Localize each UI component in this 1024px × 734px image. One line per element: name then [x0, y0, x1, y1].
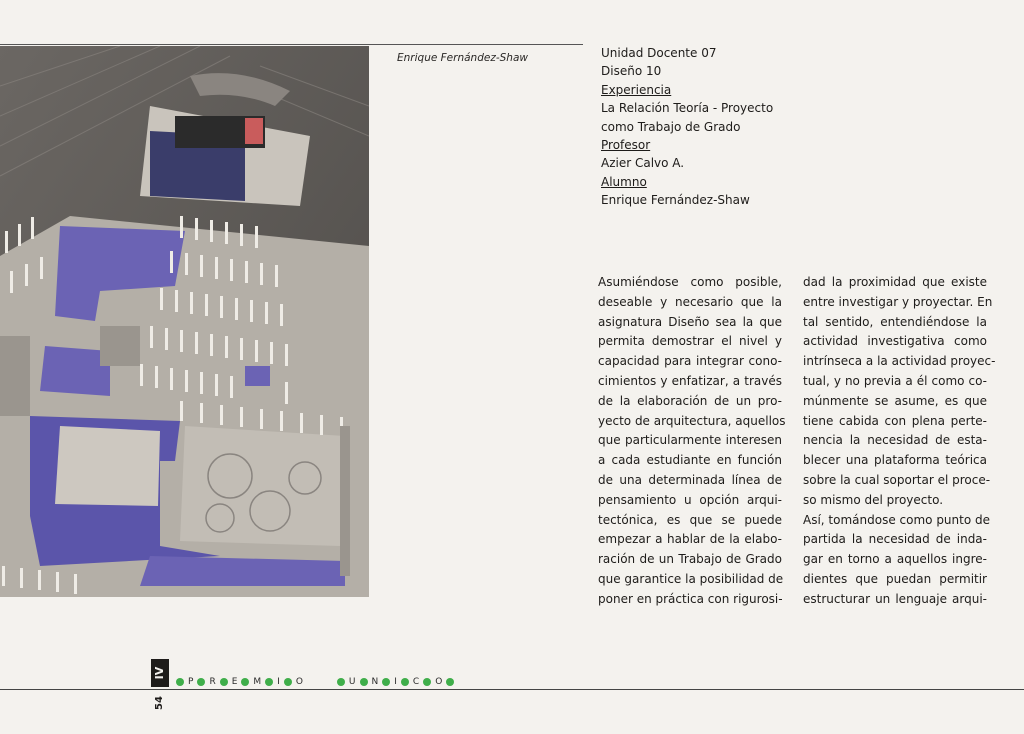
banner-letter: N [371, 677, 379, 687]
green-dot-icon [423, 678, 431, 686]
text-line: Asumiéndose como posible, [598, 275, 782, 289]
credit-heading: Experiencia [601, 82, 672, 97]
text-line: nencia la necesidad de esta- [803, 433, 987, 448]
architecture-model-photo-icon [0, 46, 369, 597]
text-line: de una determinada línea de [598, 472, 782, 487]
top-rule [0, 44, 583, 45]
text-line: pensamiento u opción arqui- [598, 492, 782, 507]
text-line: tiene cabida con plena perte- [803, 413, 987, 428]
green-dot-icon [284, 678, 292, 686]
seal-text: IV [153, 666, 166, 680]
body-column-2 [803, 273, 996, 610]
banner-letter: I [277, 677, 280, 687]
credit-line: Unidad Docente 07 [601, 46, 717, 60]
text-line: tectónica, es que se puede [598, 512, 782, 527]
text-line: partida la necesidad de inda- [803, 532, 987, 547]
green-dot-icon [176, 678, 184, 686]
text-line: blecer una plataforma teórica [803, 453, 987, 468]
banner-letter: P [188, 677, 194, 687]
banner-letter: M [253, 677, 262, 687]
text-line: ración de un Trabajo de Grado [598, 552, 782, 567]
green-dot-icon [401, 678, 409, 686]
architecture-model-photo [0, 46, 369, 597]
text-line: sobre la cual soportar el proce- [803, 472, 991, 487]
text-line: intrínseca a la actividad proyec- [803, 354, 996, 369]
credit-heading: Profesor [601, 138, 651, 153]
bottom-rule [0, 689, 1024, 690]
banner-letter: E [231, 677, 238, 687]
green-dot-icon [382, 678, 390, 686]
text-line: cimientos y enfatizar, a través [598, 373, 782, 388]
text-line: que garantice la posibilidad de [598, 571, 784, 586]
body-column-1 [598, 273, 786, 610]
credit-heading: Alumno [601, 174, 647, 189]
text-line: asignatura Diseño sea la que [598, 314, 782, 329]
text-line: entre investigar y proyectar. En [803, 294, 993, 309]
banner-letter: U [348, 677, 356, 687]
banner-letter: O [435, 677, 443, 687]
roman-numeral-seal-icon [151, 659, 169, 687]
green-dot-icon [446, 678, 454, 686]
text-line: a cada estudiante en función [598, 453, 782, 468]
credit-line: Diseño 10 [601, 64, 662, 79]
text-line: tual, y no previa a él como co- [803, 373, 987, 388]
text-line: estructurar un lenguaje arqui- [803, 591, 987, 606]
green-dot-icon [337, 678, 345, 686]
text-line: tal sentido, entendiéndose la [803, 314, 987, 329]
award-banner [176, 677, 458, 688]
text-line: permita demostrar el nivel y [598, 334, 782, 349]
banner-letter: I [394, 677, 397, 687]
banner-letter: O [295, 677, 303, 687]
green-dot-icon [360, 678, 368, 686]
photo-caption: Enrique Fernández-Shaw [397, 52, 528, 64]
text-line: múnmente se asume, es que [803, 393, 987, 408]
text-line: so mismo del proyecto. [803, 492, 944, 507]
green-dot-icon [220, 678, 228, 686]
text-line: gar en torno a aquellos ingre- [803, 552, 987, 567]
credit-line: La Relación Teoría - Proyecto [601, 101, 774, 116]
text-line: que particularmente interesen [598, 433, 782, 448]
page-number: 54 [154, 696, 165, 710]
text-line: poner en práctica con rigurosi- [598, 591, 783, 606]
text-line: empezar a hablar de la elabo- [598, 532, 782, 547]
green-dot-icon [241, 678, 249, 686]
credit-line: como Trabajo de Grado [601, 119, 741, 134]
green-dot-icon [197, 678, 205, 686]
credit-line: Azier Calvo A. [601, 156, 685, 171]
text-line: Así, tomándose como punto de [803, 512, 991, 527]
text-line: de la elaboración de un pro- [598, 393, 782, 408]
text-line: yecto de arquitectura, aquellos [598, 413, 786, 428]
banner-letter: C [412, 677, 420, 687]
text-line: dad la proximidad que existe [803, 275, 987, 289]
text-line: dientes que puedan permitir [803, 571, 987, 586]
banner-letter: R [209, 677, 216, 687]
green-dot-icon [265, 678, 273, 686]
text-line: capacidad para integrar cono- [598, 354, 782, 369]
text-line: actividad investigativa como [803, 334, 987, 349]
credits-block [601, 44, 773, 210]
credit-line: Enrique Fernández-Shaw [601, 193, 750, 208]
text-line: deseable y necesario que la [598, 294, 782, 309]
